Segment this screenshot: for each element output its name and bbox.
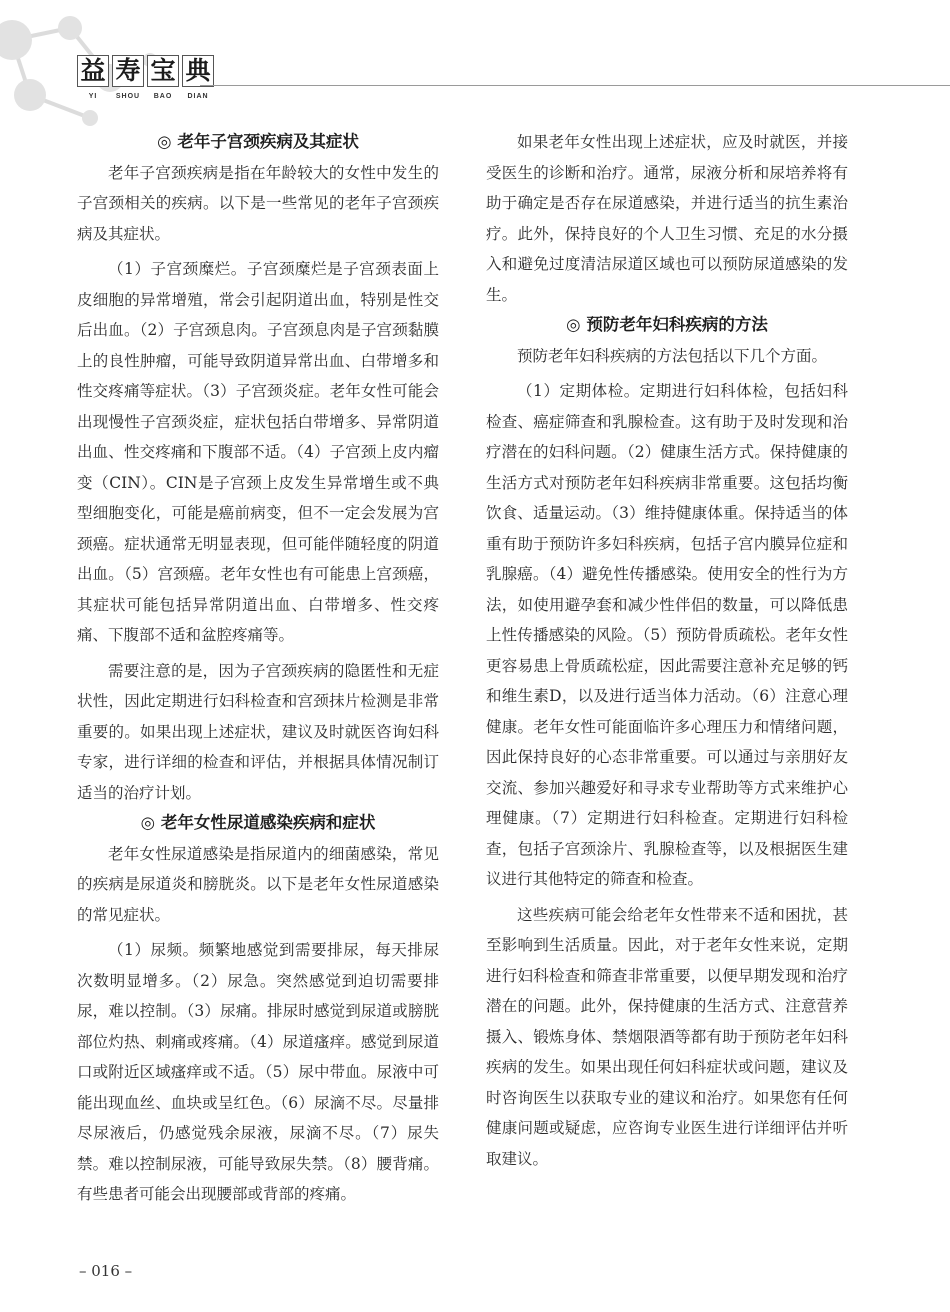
masthead-char: 宝 <box>147 55 179 87</box>
paragraph: （1）子宫颈糜烂。子宫颈糜烂是子宫颈表面上皮细胞的异常增殖，常会引起阴道出血，特别是性交后出血。（2）子宫颈息肉。子宫颈息肉是子宫颈黏膜上的良性肿瘤，可能导致阴道异常出血、白带增多和性交疼痛等症状。（3）子宫颈炎症。老年女性可能会出现慢性子宫颈炎症，症状包括白带增多、异常阴道出血、性交疼痛和下腹部不适。（4）子宫颈上皮内瘤变（CIN）。CIN是子宫颈上皮发生异常增生或不典型细胞变化，可能是癌前病变，但不一定会发展为宫颈癌。症状通常无明显表现，但可能伴随轻度的阴道出血。（5）宫颈癌。老年女性也有可能患上宫颈癌，其症状可能包括异常阴道出血、白带增多、性交疼痛、下腹部不适和盆腔疼痛等。 <box>77 260 439 644</box>
paragraph: （1）尿频。频繁地感觉到需要排尿，每天排尿次数明显增多。（2）尿急。突然感觉到迫切需要排尿，难以控制。（3）尿痛。排尿时感觉到尿道或膀胱部位灼热、刺痛或疼痛。（4）尿道瘙痒。感觉到尿道口或附近区域瘙痒或不适。（5）尿中带血。尿液中可能出现血丝、血块或呈红色。（6）尿滴不尽。尽量排尽尿液后，仍感觉残余尿液，尿滴不尽。（7）尿失禁。难以控制尿液，可能导致尿失禁。（8）腰背痛。有些患者可能会出现腰部或背部的疼痛。 <box>77 941 439 1203</box>
masthead-char: 益 <box>77 55 109 87</box>
paragraph: （1）定期体检。定期进行妇科体检，包括妇科检查、癌症筛查和乳腺检查。这有助于及时发现和治疗潜在的妇科问题。（2）健康生活方式。保持健康的生活方式对预防老年妇科疾病非常重要。这包括均衡饮食、适量运动。（3）维持健康体重。保持适当的体重有助于预防许多妇科疾病，包括子宫内膜异位症和乳腺癌。（4）避免性传播感染。使用安全的性行为方法，如使用避孕套和减少性伴侣的数量，可以降低患上性传播感染的风险。（5）预防骨质疏松。老年女性更容易患上骨质疏松症，因此需要注意补充足够的钙和维生素D，以及进行适当体力活动。（6）注意心理健康。老年女性可能面临许多心理压力和情绪问题，因此保持良好的心态非常重要。可以通过与亲朋好友交流、参加兴趣爱好和寻求专业帮助等方式来维护心理健康。（7）定期进行妇科检查。定期进行妇科检查，包括子宫颈涂片、乳腺检查等，以及根据医生建议进行其他特定的筛查和检查。 <box>486 382 848 888</box>
masthead-pinyin: BAO <box>153 93 173 100</box>
paragraph: 如果老年女性出现上述症状，应及时就医，并接受医生的诊断和治疗。通常，尿液分析和尿培养将有助于确定是否存在尿道感染，并进行适当的抗生素治疗。此外，保持良好的个人卫生习惯、充足的水分摄入和避免过度清洁尿道区域也可以预防尿道感染的发生。 <box>486 133 848 304</box>
section-title-cervical: ◎ 老年子宫颈疾病及其症状 <box>157 132 359 151</box>
paragraph: 老年女性尿道感染是指尿道内的细菌感染，常见的疾病是尿道炎和膀胱炎。以下是老年女性尿道感染的常见症状。 <box>77 844 439 924</box>
masthead-pinyin: DIAN <box>187 93 209 100</box>
masthead-pinyin: YI <box>88 93 98 100</box>
header-rule <box>200 85 950 86</box>
section-title-prevention: ◎ 预防老年妇科疾病的方法 <box>566 315 768 334</box>
masthead-char: 典 <box>182 55 214 87</box>
right-column <box>486 127 848 1174</box>
section-title-urinary: ◎ 老年女性尿道感染疾病和症状 <box>140 813 376 832</box>
page-number: – 016 – <box>79 1262 133 1280</box>
paragraph: 需要注意的是，因为子宫颈疾病的隐匿性和无症状性，因此定期进行妇科检查和宫颈抹片检测是非常重要的。如果出现上述症状，建议及时就医咨询妇科专家，进行详细的检查和评估，并根据具体情况制订适当的治疗计划。 <box>77 661 439 802</box>
paragraph: 这些疾病可能会给老年女性带来不适和困扰，甚至影响到生活质量。因此，对于老年女性来说，定期进行妇科检查和筛查非常重要，以便早期发现和治疗潜在的问题。此外，保持健康的生活方式、注意营养摄入、锻炼身体、禁烟限酒等都有助于预防老年妇科疾病的发生。如果出现任何妇科症状或问题，建议及时咨询医生以获取专业的建议和治疗。如果您有任何健康问题或疑虑，应咨询专业医生进行详细评估并听取建议。 <box>486 905 848 1168</box>
masthead-pinyin: SHOU <box>115 93 141 100</box>
paragraph: 预防老年妇科疾病的方法包括以下几个方面。 <box>517 346 828 365</box>
paragraph: 老年子宫颈疾病是指在年龄较大的女性中发生的子宫颈相关的疾病。以下是一些常见的老年子宫颈疾病及其症状。 <box>77 163 439 243</box>
masthead-char: 寿 <box>112 55 144 87</box>
left-column <box>77 127 439 1210</box>
masthead-logo <box>77 55 214 100</box>
